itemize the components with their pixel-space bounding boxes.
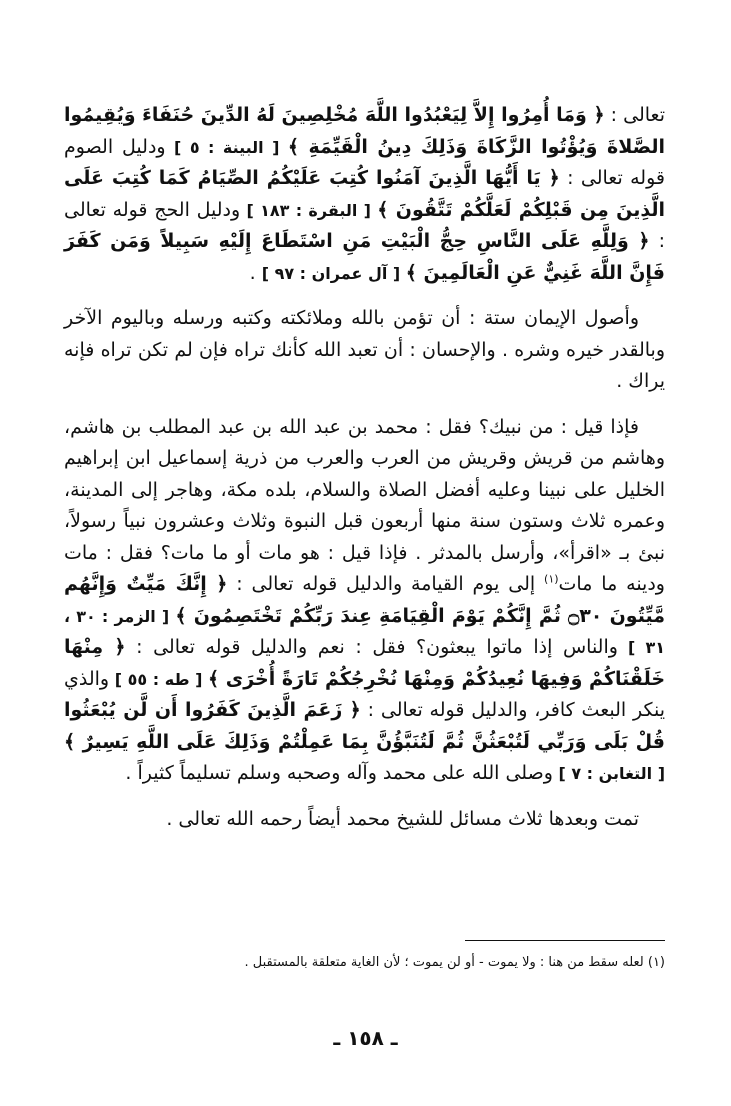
quran-verse-baqarah: ﴿ يَا أَيُّهَا الَّذِينَ آمَنُوا كُتِبَ عَلَيْكُمُ الصِّيَامُ كَمَا كُتِبَ عَلَى الَّذِينَ مِن قَبْلِكُمْ لَعَلَّكُمْ تَتَّقُونَ ﴾ <box>64 167 666 221</box>
paragraph-closing: تمت وبعدها ثلاث مسائل للشيخ محمد أيضاً رحمه الله تعالى . <box>166 807 639 830</box>
quran-verse-taha: ﴿ مِنْهَا خَلَقْنَاكُمْ وَفِيهَا نُعِيدُكُمْ وَمِنْهَا نُخْرِجُكُمْ تَارَةً أُخْرَى ﴾ <box>64 636 666 690</box>
quran-verse-al-imran: ﴿ وَلِلَّهِ عَلَى النَّاسِ حِجُّ الْبَيْتِ مَنِ اسْتَطَاعَ إِلَيْهِ سَبِيلاً وَمَن كَفَرَ فَإِنَّ اللَّهَ غَنِيٌّ عَنِ الْعَالَمِينَ ﴾ <box>64 230 665 284</box>
page-number: ـ ١٥٨ ـ <box>333 1026 398 1050</box>
text-span: فإذا قيل : من نبيك؟ فقل : محمد بن عبد الله بن عبد المطلب بن هاشم، وهاشم من قريش وقريش من العرب والعرب من ذرية إسماعيل ابن إبراهيم الخليل على نبينا وعليه أفضل الصلاة والسلام، بلده مكة، وهاجر إلى المدينة، وعمره ثلاث وستون سنة منها أربعون قبل النبوة وثلاث وعشرون نبياً رسولاً، نبئ بـ «اقرأ»، وأرسل بالمدثر . فإذا قيل : هو مات أو ما مات؟ فقل : مات ودينه ما مات <box>64 415 665 595</box>
text-span: والناس إذا ماتوا يبعثون؟ فقل : نعم والدليل قوله تعالى : <box>125 636 618 658</box>
text-span: إلى يوم القيامة والدليل قوله تعالى : <box>227 573 545 595</box>
verse-reference: [ الزمر : ٣٠ ، ٣١ ] <box>64 606 666 657</box>
footnote-marker[interactable]: (١) <box>544 572 559 586</box>
paragraph-iman-ihsan: وأصول الإيمان ستة : أن تؤمن بالله وملائكته وكتبه ورسله وباليوم الآخر وبالقدر خيره وشره . والإحسان : أن تعبد الله كأنك تراه فإن لم تكن تراه فإنه يراك . <box>64 307 665 392</box>
text-span: . <box>249 261 262 284</box>
text-span: تعالى : <box>604 104 665 126</box>
verse-reference: [ آل عمران : ٩٧ ] <box>261 263 406 283</box>
text-span: والذي ينكر البعث كافر، والدليل قوله تعالى : <box>64 667 665 721</box>
footnote: (١) لعله سقط من هنا : ولا يموت - أو لن يموت ؛ لأن الغاية متعلقة بالمستقبل . <box>244 955 665 970</box>
text-span: ودليل الصوم قوله تعالى : <box>64 135 665 189</box>
text-span: وصلى الله على محمد وآله وصحبه وسلم تسليماً كثيراً . <box>125 762 553 784</box>
verse-reference: [ البينة : ٥ ] <box>165 137 288 157</box>
verse-reference: [ طه : ٥٥ ] <box>109 669 209 689</box>
paragraph-prophet <box>64 412 665 790</box>
verse-reference: [ البقرة : ١٨٣ ] <box>240 200 378 220</box>
quran-verse-bayyinah: ﴿ وَمَا أُمِرُوا إِلاَّ لِيَعْبُدُوا اللَّهَ مُخْلِصِينَ لَهُ الدِّينَ حُنَفَاءَ وَيُقِيمُوا الصَّلاةَ وَيُؤْتُوا الزَّكَاةَ وَذَلِكَ دِينُ الْقَيِّمَةِ ﴾ <box>64 104 665 158</box>
verse-reference: [ التغابن : ٧ ] <box>552 764 665 783</box>
footnote-divider <box>465 940 665 941</box>
paragraph-pillars-evidence <box>64 100 665 289</box>
quran-verse-taghabun: ﴿ زَعَمَ الَّذِينَ كَفَرُوا أَن لَّن يُبْعَثُوا قُلْ بَلَى وَرَبِّي لَتُبْعَثُنَّ ثُمَّ لَتُنَبَّؤُنَّ بِمَا عَمِلْتُمْ وَذَلِكَ عَلَى اللَّهِ يَسِيرٌ ﴾ <box>64 699 665 753</box>
text-span: ودليل الحج قوله تعالى : <box>64 198 665 252</box>
quran-verse-zumar: ﴿ إِنَّكَ مَيِّتٌ وَإِنَّهُم مَّيِّتُونَ ۝٣٠ ثُمَّ إِنَّكُمْ يَوْمَ الْقِيَامَةِ عِندَ رَبِّكُمْ تَخْتَصِمُونَ ﴾ <box>64 573 665 627</box>
